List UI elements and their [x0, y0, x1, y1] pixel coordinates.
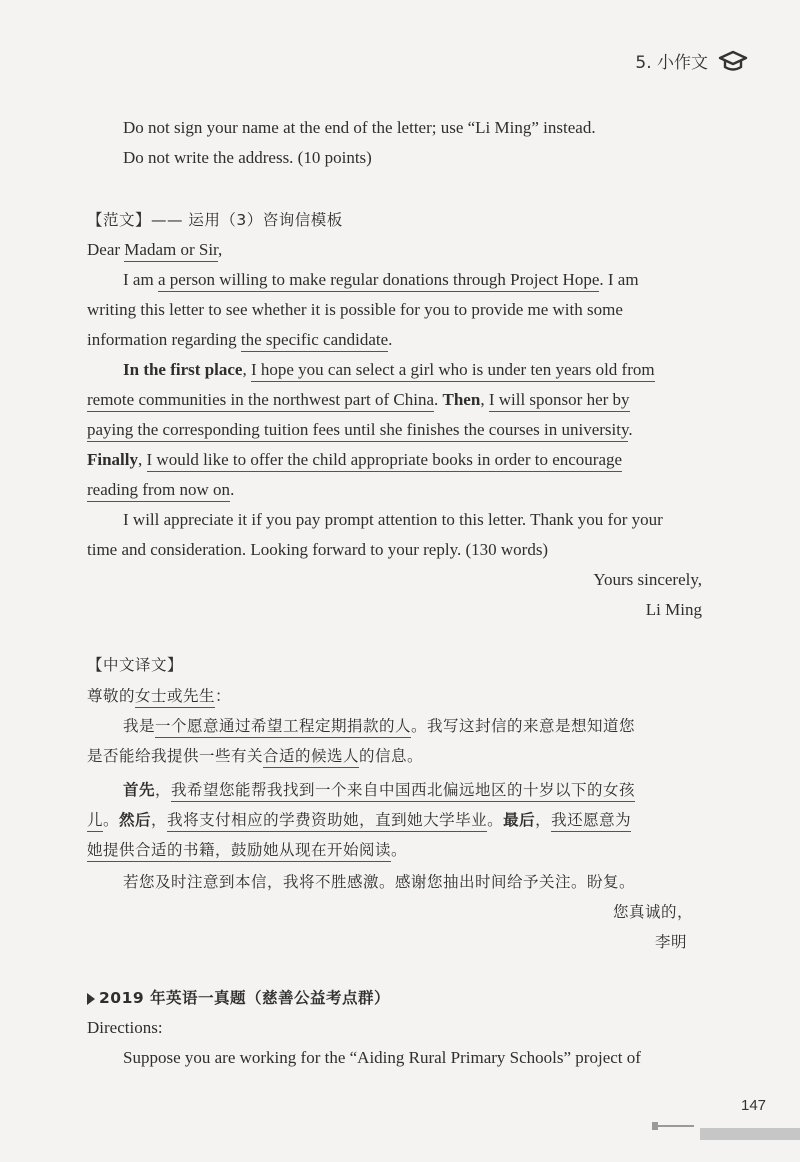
footer-bar — [700, 1128, 800, 1140]
underlined-phrase: 我希望您能帮我找到一个来自中国西北偏远地区的十岁以下的女孩 — [171, 781, 635, 802]
page-number: 147 — [741, 1097, 767, 1114]
paragraph-line — [87, 419, 800, 441]
paragraph-line: time and consideration. Looking forward to your reply. (130 words) — [87, 540, 549, 559]
translation-heading: 【中文译文】 — [87, 656, 184, 674]
sample-heading: 【范文】—— 运用（3）咨询信模板 — [87, 211, 343, 229]
paragraph-line — [87, 329, 800, 351]
text: . I am — [599, 270, 639, 289]
text: , — [480, 390, 489, 409]
text: 尊敬的 — [87, 687, 136, 705]
underlined-phrase: I will sponsor her by — [489, 390, 630, 412]
exam-title-text: 2019 年英语一真题（慈善公益考点群） — [99, 989, 391, 1007]
paragraph-line — [87, 449, 800, 471]
signature: Li Ming — [645, 600, 702, 619]
directions-line: Suppose you are working for the “Aiding Rural Primary Schools” project of — [123, 1048, 641, 1067]
bold-phrase: 最后 — [503, 811, 536, 829]
text: 。 — [391, 841, 408, 859]
paragraph-line-cn: 若您及时注意到本信，我将不胜感激。感谢您抽出时间给予关注。盼复。 — [123, 873, 636, 891]
text: . — [628, 420, 633, 439]
underlined-phrase: 一个愿意通过希望工程定期捐款的人 — [155, 717, 411, 738]
text: ： — [215, 687, 232, 705]
footer-decoration — [652, 1125, 694, 1127]
bold-phrase: Finally — [87, 450, 139, 469]
graduation-cap-icon — [718, 50, 748, 72]
underlined-phrase: remote communities in the northwest part of China — [87, 390, 434, 412]
underlined-phrase: the specific candidate — [241, 330, 388, 352]
underlined-phrase: 合适的候选人 — [263, 747, 359, 768]
exam-title — [87, 987, 800, 1009]
underlined-phrase: I would like to offer the child appropriate books in order to encourage — [147, 450, 623, 472]
text: . — [388, 330, 393, 349]
signature-cn: 李明 — [654, 933, 687, 951]
section-header — [635, 48, 748, 73]
underlined-phrase: 女士或先生 — [135, 687, 215, 708]
triangle-bullet-icon — [87, 993, 95, 1005]
text: 的信息。 — [359, 747, 424, 765]
paragraph-line — [123, 359, 800, 381]
text: I am — [123, 270, 158, 289]
text: 。 — [103, 811, 120, 829]
text: ， — [535, 811, 552, 829]
paragraph-line: writing this letter to see whether it is possible for you to provide me with some — [87, 300, 623, 319]
text: . — [230, 480, 235, 499]
text: , — [218, 240, 223, 259]
paragraph-line-cn — [123, 779, 800, 801]
salutation — [87, 239, 800, 261]
text: 。我写这封信的来意是想知道您 — [411, 717, 636, 735]
instruction-line: Do not write the address. (10 points) — [123, 148, 372, 167]
text: information regarding — [87, 330, 241, 349]
paragraph-line-cn — [87, 745, 800, 767]
bold-phrase: 首先 — [123, 781, 156, 799]
text: , — [242, 360, 251, 379]
paragraph-line-cn — [123, 715, 800, 737]
bold-phrase: 然后 — [119, 811, 152, 829]
bold-phrase: In the first place — [123, 360, 243, 379]
paragraph-line — [87, 479, 800, 501]
paragraph-line — [123, 269, 800, 291]
underlined-phrase: 我还愿意为 — [551, 811, 631, 832]
text: . — [434, 390, 443, 409]
paragraph-line-cn — [87, 809, 800, 831]
underlined-phrase: a person willing to make regular donations through Project Hope — [158, 270, 599, 292]
closing: Yours sincerely, — [593, 570, 702, 589]
underlined-phrase: 儿 — [87, 811, 103, 832]
underlined-phrase: reading from now on — [87, 480, 230, 502]
paragraph-line: I will appreciate it if you pay prompt attention to this letter. Thank you for your — [123, 510, 663, 529]
underlined-phrase: I hope you can select a girl who is under ten years old from — [251, 360, 655, 382]
paragraph-line-cn — [87, 839, 800, 861]
closing-cn: 您真诚的， — [612, 903, 693, 921]
underlined-phrase: Madam or Sir — [124, 240, 218, 262]
text: ， — [155, 781, 172, 799]
underlined-phrase: paying the corresponding tuition fees until she finishes the courses in university — [87, 420, 628, 442]
section-title: 5. 小作文 — [635, 53, 708, 73]
bold-phrase: Then — [442, 390, 481, 409]
underlined-phrase: 我将支付相应的学费资助她，直到她大学毕业 — [167, 811, 487, 832]
instruction-line: Do not sign your name at the end of the letter; use “Li Ming” instead. — [123, 118, 596, 137]
directions-label: Directions: — [87, 1018, 163, 1037]
salutation-cn — [87, 685, 800, 707]
text: Dear — [87, 240, 125, 259]
text: ， — [151, 811, 168, 829]
text: 我是 — [123, 717, 156, 735]
underlined-phrase: 她提供合适的书籍，鼓励她从现在开始阅读 — [87, 841, 391, 862]
text: 是否能给我提供一些有关 — [87, 747, 264, 765]
paragraph-line — [87, 389, 800, 411]
text: 。 — [487, 811, 504, 829]
text: , — [138, 450, 147, 469]
